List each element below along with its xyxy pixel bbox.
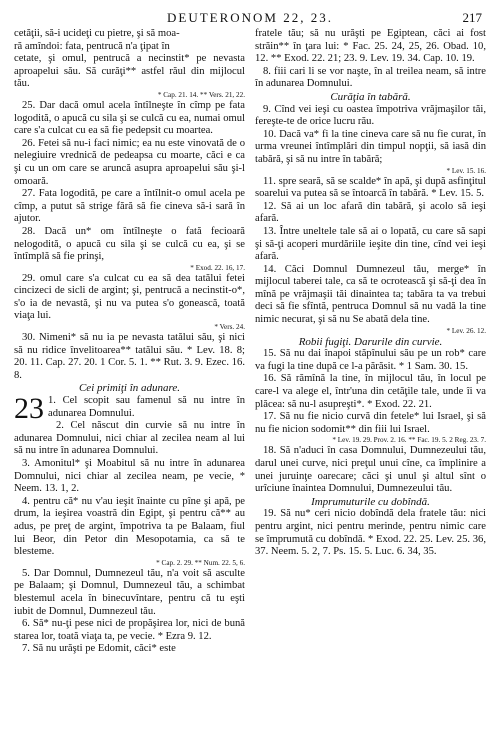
- verse: 7. Să nu urăşti pe Edomit, căci* este: [22, 643, 176, 655]
- section-heading: Curăţia în tabără.: [330, 90, 411, 103]
- verse: 19. Să nu* ceri nicio dobîndă dela fratele tău: nici pentru argint, nici pentru merinde, pentru nimic care se împrumută cu dobîndă. * Exod. 22. 25. Lev. 25. 36, 37. Neem. 5. 2, 7. Ps. 15. 5. Luc. 6. 34, 35.: [255, 508, 486, 558]
- cross-reference: * Vers. 24.: [214, 323, 245, 332]
- text-columns: [14, 28, 486, 656]
- verse: 9. Cînd vei ieşi cu oastea împotriva vrăjmaşilor tăi, fereşte-te de orice lucru rău.: [255, 103, 486, 128]
- cross-reference: * Exod. 22. 16, 17.: [190, 263, 245, 272]
- verse: 18. Să n'aduci în casa Domnului, Dumnezeului tău, darul unei curve, nici preţul unui cîne, ca împlinire a unei juruinţe oarecare; căci şi unul şi altul sînt o urîciune înaintea Domnului, Dumnezeului tău.: [255, 445, 486, 495]
- verse: 10. Dacă va* fi la tine cineva care să nu fie curat, în urma vreunei întîmplări din timpul nopţii, să iasă din tabără, şi să nu intre în tabără;: [255, 128, 486, 165]
- verse: 5. Dar Domnul, Dumnezeul tău, n'a voit să asculte pe Balaam; şi Domnul, Dumnezeul tău, a schimbat blestemul acela în binecuvîntare, pentru că tu eşti iubit de Domnul, Dumnezeul tău.: [14, 567, 245, 617]
- cross-reference: * Lev. 19. 29. Prov. 2. 16. ** Fac. 19. 5. 2 Reg. 23. 7.: [332, 436, 486, 445]
- verse: 11. spre seară, să se scalde* în apă, şi după asfinţitul soarelui va putea să se întoarcă în tabără. * Lev. 15. 5.: [255, 175, 486, 200]
- verse-continuation: cetăţii, să-i ucideţi cu pietre, şi să moa-: [14, 28, 180, 39]
- verse: 14. Căci Domnul Dumnezeul tău, merge* în mijlocul taberei tale, ca să te ocrotească şi să-ţi dea în mînă pe vrăjmaşii tăi dinaintea ta; tabăra ta va trebui deci să fie sfîntă, pentruca Domnul să nu vadă la tine nimic necurat, şi să nu Se abată dela tine.: [255, 263, 486, 326]
- verse: 26. Fetei să nu-i faci nimic; ea nu este vinovată de o nelegiuire vrednică de pedeapsa cu moarte, căci e ca şi cu un om care se aruncă asupra aproapelui său şi-l omoară.: [14, 137, 245, 187]
- verse: 27. Fata logodită, pe care a întîlnit-o omul acela pe cîmp, a putut să strige fără să fie cineva să-i sară în ajutor.: [14, 188, 245, 225]
- page-number: 217: [462, 10, 482, 25]
- verse: 2. Cel născut din curvie să nu intre în adunarea Domnului, nici chiar al zecilea neam al lui să nu intre în adunarea Domnului.: [14, 420, 245, 457]
- verse-continuation: fratele tău; să nu urăşti pe Egiptean, căci ai fost străin** în ţara lui: * Fac. 25. 24, 25, 26. Obad. 10, 12. ** Exod. 22. 21; 23. 9. Lev. 19. 34. Cap. 10. 19.: [255, 28, 486, 65]
- chapter-number: 23: [14, 392, 44, 426]
- verse: 12. Să ai un loc afară din tabără, şi acolo să ieşi afară.: [255, 200, 486, 225]
- verse-continuation: cetate, şi omul, pentrucă a necinstit* pe nevasta aproapelui său. Să curăţi** astfel răul din mijlocul tău.: [14, 53, 245, 90]
- verse-continuation: ră amîndoi: fata, pentrucă n'a ţipat în: [14, 40, 170, 52]
- verse: 17. Să nu fie nicio curvă din fetele* lui Israel, şi să nu fie nicion sodomit** din fiii lui Israel.: [255, 411, 486, 435]
- verse: 30. Nimeni* să nu ia pe nevasta tatălui său, şi nici să nu ridice învelitoarea** tatălui său. * Lev. 18. 8; 20. 11. Cap. 27. 20. 1 Cor. 5. 1. ** Rut. 3. 9. Ezec. 16. 8.: [14, 332, 245, 381]
- cross-reference: * Cap. 2. 29. ** Num. 22. 5, 6.: [156, 558, 245, 567]
- chapter-start: [14, 392, 245, 426]
- section-heading: Robii fugiţi. Darurile din curvie.: [298, 335, 443, 348]
- page-header: [14, 10, 486, 26]
- verse: 15. Să nu dai înapoi stăpînului său pe un rob* care va fugi la tine după ce l-a părăsit. * 1 Sam. 30. 15.: [255, 348, 486, 372]
- verse: 16. Să rămînă la tine, în mijlocul tău, în locul pe care-l va alege el, într'una din cetăţile tale, unde îi va plăcea: să nu-l asupreşti*. * Exod. 22. 21.: [255, 373, 486, 410]
- section-heading: Cei primiţi în adunare.: [78, 382, 181, 395]
- cross-reference: * Lev. 15. 16.: [446, 166, 486, 175]
- running-title: DEUTERONOM 22, 23.: [167, 10, 333, 25]
- section-heading: Imprumuturile cu dobîndă.: [311, 495, 430, 508]
- verse: 28. Dacă un* om întîlneşte o fată fecioară nelogodită, o apucă cu sila şi se culcă cu ea, şi se întîmplă să fie prinşi,: [14, 225, 245, 263]
- verse: 6. Să* nu-ţi pese nici de propăşirea lor, nici de bună starea lor, toată viaţa ta, pe vecie. * Ezra 9. 12.: [14, 618, 245, 642]
- left-column: [14, 28, 245, 656]
- verse: 29. omul care s'a culcat cu ea să dea tatălui fetei cincizeci de sicli de argint; şi, pentrucă a necinstit-o*, s'o ia de nevastă, şi nu va putea s'o gonească, toată viaţa lui.: [14, 272, 245, 322]
- right-column: [255, 28, 486, 656]
- verse: 13. Între uneltele tale să ai o lopată, cu care să sapi şi să-ţi acoperi murdăriile ieşite din tine, cînd vei ieşi afară.: [255, 225, 486, 263]
- verse-text: 1. Cel scopit sau famenul să nu intre în adunarea Domnului.: [48, 395, 245, 419]
- verse: 3. Amonitul* şi Moabitul să nu intre în adunarea Domnului, nici chiar al zecilea neam, pe vecie, * Neem. 13. 1, 2.: [14, 458, 245, 495]
- verse: 25. Dar dacă omul acela întîlneşte în cîmp pe fata logodită, o apucă cu sila şi se culcă cu ea, numai omul care s'a culcat cu ea să fie pedepsit cu moartea.: [14, 99, 245, 137]
- verse: 8. fiii cari li se vor naşte, în al treilea neam, să intre în adunarea Domnului.: [255, 65, 486, 90]
- verse: 4. pentru că* nu v'au ieşit înainte cu pîne şi apă, pe drum, la ieşirea voastră din Egipt, şi pentru că** au adus, pe preţ de argint, împotriva ta pe Balaam, fiul lui Beor, din Petor din Mesopotamia, ca să te blesteme.: [14, 495, 245, 558]
- cross-reference: * Cap. 21. 14. ** Vers. 21, 22.: [157, 90, 245, 99]
- cross-reference: * Lev. 26. 12.: [446, 326, 486, 335]
